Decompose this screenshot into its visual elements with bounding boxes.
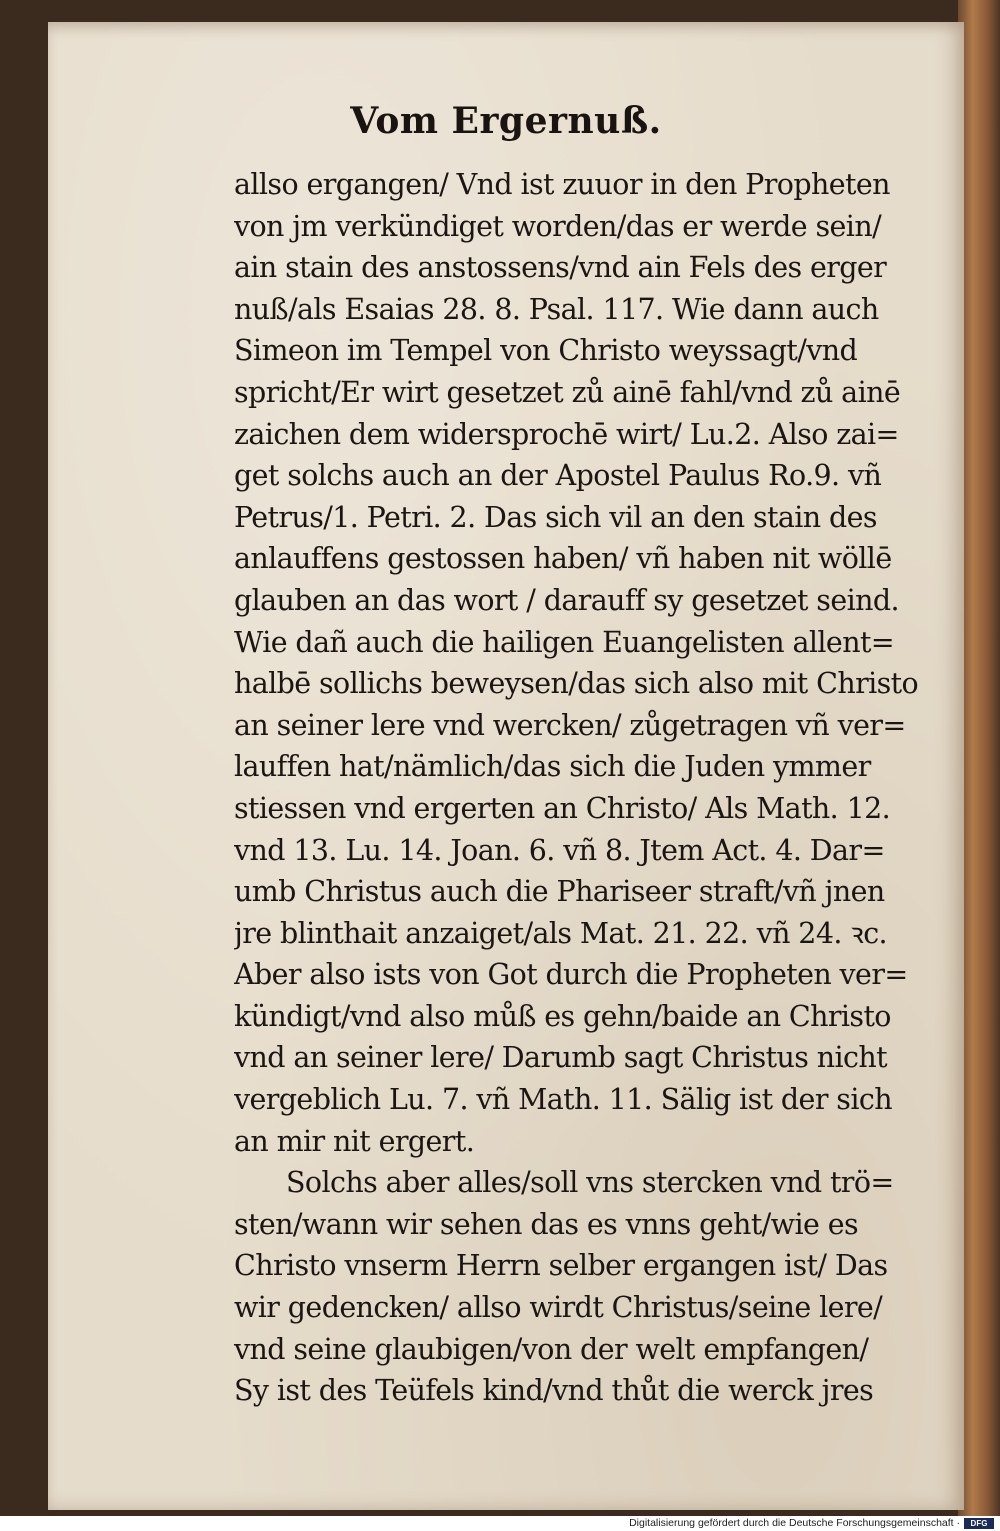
- text-line: vnd 13. Lu. 14. Joan. 6. vñ 8. Jtem Act. 4. Dar=: [234, 833, 885, 867]
- book-page: [48, 22, 964, 1510]
- text-line: nuß/als Esaias 28. 8. Psal. 117. Wie dann auch: [234, 292, 879, 326]
- text-line: glauben an das wort / darauff sy gesetzet seind.: [234, 583, 899, 617]
- text-line: umb Christus auch die Phariseer straft/vñ jnen: [234, 875, 885, 909]
- text-line: Christo vnserm Herrn selber ergangen ist/ Das: [234, 1249, 888, 1283]
- text-line: vergeblich Lu. 7. vñ Math. 11. Sälig ist der sich: [234, 1083, 892, 1117]
- text-line: halbē sollichs beweysen/das sich also mit Christo: [234, 667, 919, 701]
- text-line: an mir nit ergert.: [234, 1124, 475, 1158]
- text-line: Petrus/1. Petri. 2. Das sich vil an den stain des: [234, 500, 877, 534]
- dfg-logo: DFG: [964, 1518, 994, 1529]
- text-line: wir gedencken/ allso wirdt Christus/seine lere/: [234, 1291, 883, 1325]
- text-line: allso ergangen/ Vnd ist zuuor in den Propheten: [234, 168, 890, 201]
- running-head: Vom Ergernuß.: [350, 100, 662, 142]
- text-line: ain stain des anstossens/vnd ain Fels des erger: [234, 251, 887, 285]
- text-line: zaichen dem widersprochē wirt/ Lu.2. Also zai=: [234, 417, 899, 451]
- text-line: spricht/Er wirt gesetzet zů ainē fahl/vnd zů ainē: [234, 375, 901, 409]
- text-line: anlauffens gestossen haben/ vñ haben nit wöllē: [234, 542, 892, 576]
- text-line: stiessen vnd ergerten an Christo/ Als Math. 12.: [234, 791, 891, 825]
- text-line: Solchs aber alles/soll vns stercken vnd trö=: [286, 1166, 894, 1200]
- text-line: vnd an seiner lere/ Darumb sagt Christus nicht: [234, 1041, 887, 1075]
- text-line: Simeon im Tempel von Christo weyssagt/vnd: [234, 334, 858, 368]
- text-line: an seiner lere vnd wercken/ zůgetragen vñ ver=: [234, 708, 906, 742]
- text-line: Aber also ists von Got durch die Propheten ver=: [234, 958, 908, 992]
- text-line: Wie dañ auch die hailigen Euangelisten allent=: [234, 625, 895, 659]
- text-line: Sy ist des Teüfels kind/vnd thůt die werck jres: [234, 1374, 874, 1408]
- text-line: kündigt/vnd also můß es gehn/baide an Christo: [234, 999, 891, 1033]
- text-line: get solchs auch an der Apostel Paulus Ro.9. vñ: [234, 459, 882, 493]
- digitization-credit: Digitalisierung gefördert durch die Deutsche Forschungsgemeinschaft ·: [629, 1517, 960, 1529]
- text-block: [234, 164, 944, 1412]
- text-line: jre blinthait anzaiget/als Mat. 21. 22. vñ 24. ꝛc.: [234, 916, 888, 950]
- text-line: sten/wann wir sehen das es vnns geht/wie es: [234, 1207, 858, 1241]
- text-line: von jm verkündiget worden/das er werde sein/: [234, 209, 882, 243]
- text-line: vnd seine glaubigen/von der welt empfangen/: [234, 1332, 869, 1366]
- book-edge: [958, 0, 1000, 1516]
- text-line: lauffen hat/nämlich/das sich die Juden ymmer: [234, 750, 871, 784]
